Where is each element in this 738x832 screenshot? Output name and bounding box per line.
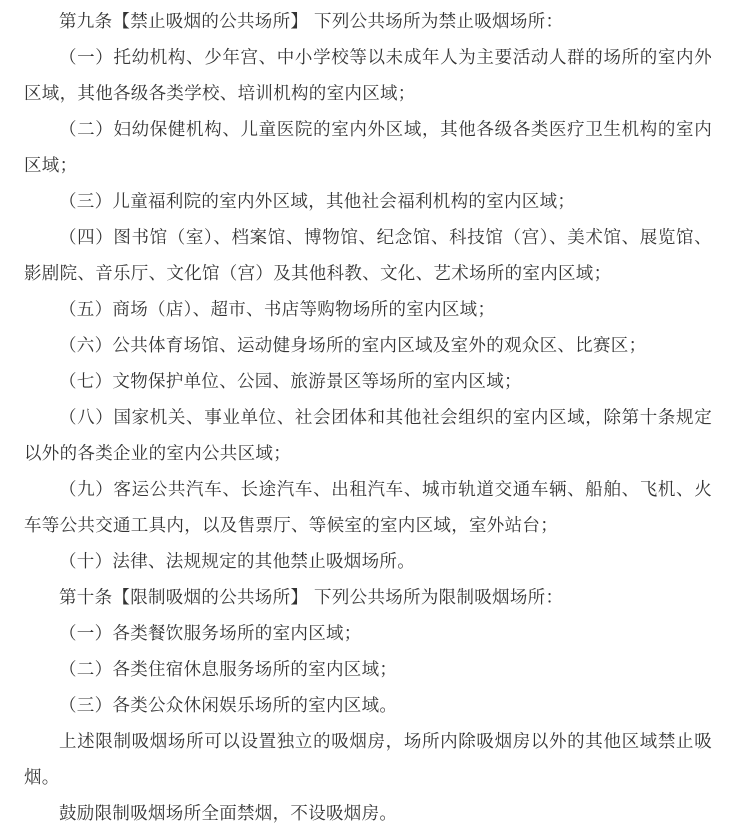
article-9-item-7: （七）文物保护单位、公园、旅游景区等场所的室内区域； [59, 372, 522, 392]
article-9-item-6: （六）公共体育场馆、运动健身场所的室内区域及室外的观众区、比赛区； [59, 336, 647, 356]
article-10-item-1: （一）各类餐饮服务场所的室内区域； [59, 624, 362, 644]
encouragement-provision: 鼓励限制吸烟场所全面禁烟，不设吸烟房。 [59, 804, 398, 824]
article-9-item-1: （一）托幼机构、少年宫、中小学校等以未成年人为主要活动人群的场所的室内外区域，其他各级各类学校、培训机构的室内区域； [24, 48, 712, 104]
article-9-item-3: （三）儿童福利院的室内外区域，其他社会福利机构的室内区域； [59, 192, 576, 212]
article-9-heading: 第九条【禁止吸烟的公共场所】 下列公共场所为禁止吸烟场所： [59, 12, 564, 32]
article-9-item-8: （八）国家机关、事业单位、社会团体和其他社会组织的室内区域，除第十条规定以外的各类企业的室内公共区域； [24, 408, 712, 464]
article-9-item-2: （二）妇幼保健机构、儿童医院的室内外区域，其他各级各类医疗卫生机构的室内区域； [24, 120, 712, 176]
article-9-item-4: （四）图书馆（室）、档案馆、博物馆、纪念馆、科技馆（宫）、美术馆、展览馆、影剧院、音乐厅、文化馆（宫）及其他科教、文化、艺术场所的室内区域； [24, 228, 712, 284]
article-10-item-2: （二）各类住宿休息服务场所的室内区域； [59, 660, 398, 680]
article-10-item-3: （三）各类公众休闲娱乐场所的室内区域。 [59, 696, 398, 716]
article-9-item-5: （五）商场（店）、超市、书店等购物场所的室内区域； [59, 300, 496, 320]
smoking-room-provision: 上述限制吸烟场所可以设置独立的吸烟房，场所内除吸烟房以外的其他区域禁止吸烟。 [24, 732, 712, 788]
article-9-item-10: （十）法律、法规规定的其他禁止吸烟场所。 [59, 552, 415, 572]
article-10-heading: 第十条【限制吸烟的公共场所】 下列公共场所为限制吸烟场所： [59, 588, 564, 608]
article-9-item-9: （九）客运公共汽车、长途汽车、出租汽车、城市轨道交通车辆、船舶、飞机、火车等公共交通工具内，以及售票厅、等候室的室内区域，室外站台； [24, 480, 712, 536]
